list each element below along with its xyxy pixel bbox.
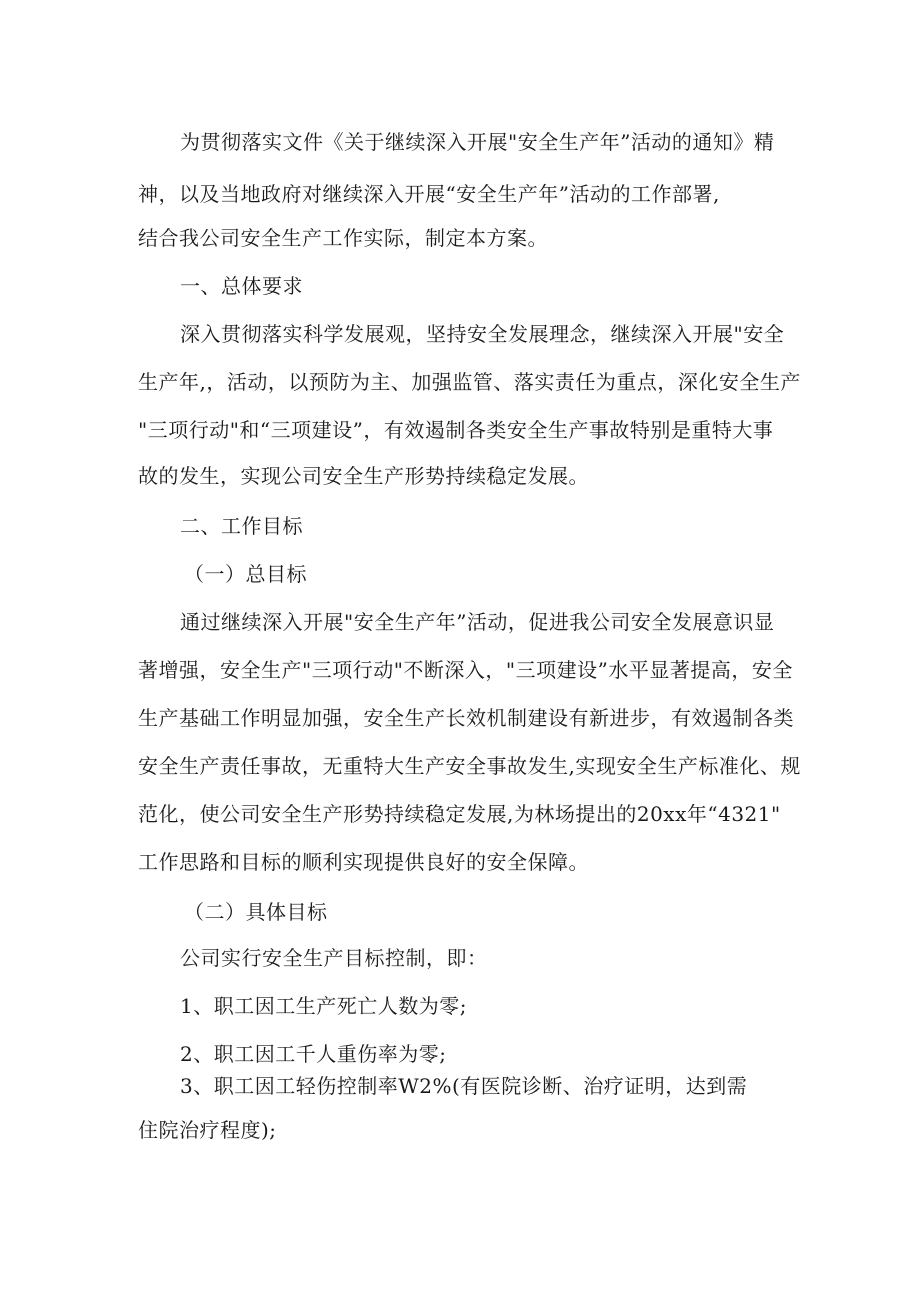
subsection-2-heading: （二）具体目标 xyxy=(184,900,328,924)
subsection-1-line-6: 工作思路和目标的顺利实现提供良好的安全保障。 xyxy=(138,850,589,874)
section-1-line-1: 深入贯彻落实科学发展观，坚持安全发展理念，继续深入开展"安全 xyxy=(180,322,785,346)
intro-line-1: 为贯彻落实文件《关于继续深入开展"安全生产年”活动的通知》精 xyxy=(180,130,775,154)
target-item-1: 1、职工因工生产死亡人数为零; xyxy=(180,994,467,1018)
subsection-2-intro: 公司实行安全生产目标控制，即： xyxy=(180,946,488,970)
section-1-line-4: 故的发生，实现公司安全生产形势持续稳定发展。 xyxy=(138,464,589,488)
section-1-heading: 一、总体要求 xyxy=(180,274,303,298)
target-item-3-line-1: 3、职工因工轻伤控制率W2%(有医院诊断、治疗证明，达到需 xyxy=(180,1074,748,1098)
subsection-1-heading: （一）总目标 xyxy=(184,562,307,586)
section-2-heading: 二、工作目标 xyxy=(180,514,303,538)
intro-line-2: 神，以及当地政府对继续深入开展“安全生产年”活动的工作部署, xyxy=(138,182,720,206)
subsection-1-line-5: 范化，使公司安全生产形势持续稳定发展,为林场提出的20xx年“4321" xyxy=(138,802,781,826)
target-item-3-line-2: 住院治疗程度); xyxy=(138,1118,277,1142)
subsection-1-line-4: 安全生产责任事故，无重特大生产安全事故发生,实现安全生产标准化、规 xyxy=(138,754,801,778)
section-1-line-2: 生产年,，活动，以预防为主、加强监管、落实责任为重点，深化安全生产 xyxy=(138,370,801,394)
subsection-1-line-2: 著增强，安全生产"三项行动"不断深入，"三项建设”水平显著提高，安全 xyxy=(138,658,793,682)
intro-line-3: 结合我公司安全生产工作实际，制定本方案。 xyxy=(138,226,548,250)
subsection-1-line-1: 通过继续深入开展"安全生产年”活动，促进我公司安全发展意识显 xyxy=(180,610,775,634)
section-1-line-3: "三项行动"和“三项建设”，有效遏制各类安全生产事故特别是重特大事 xyxy=(138,418,774,442)
subsection-1-line-3: 生产基础工作明显加强，安全生产长效机制建设有新进步，有效遏制各类 xyxy=(138,706,794,730)
target-item-2: 2、职工因工千人重伤率为零; xyxy=(180,1042,447,1066)
